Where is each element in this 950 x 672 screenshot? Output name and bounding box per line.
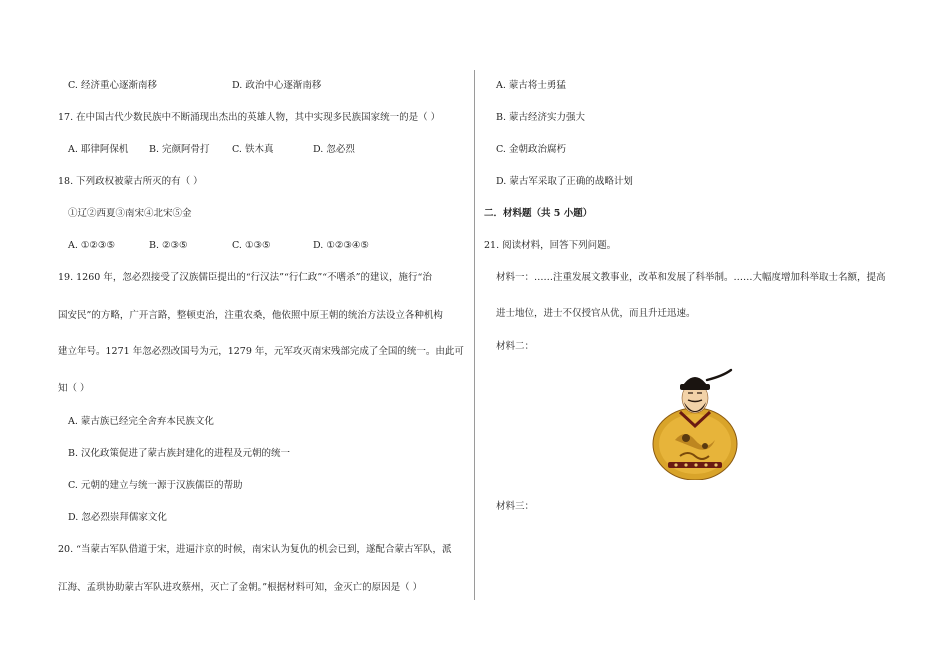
q19-option-d: D. 忽必烈崇拜儒家文化 (68, 512, 167, 523)
q20-option-a: A. 蒙古将士勇猛 (496, 80, 566, 91)
q19-line-1: 19. 1260 年，忽必烈接受了汉族儒臣提出的“行汉法”“行仁政”“不嗜杀”的建议，施行“治 (58, 272, 432, 283)
q18-option-c: C. ①③⑤ (232, 240, 271, 251)
q18-option-d: D. ①②③④⑤ (313, 240, 369, 251)
q20-option-c: C. 金朝政治腐朽 (496, 144, 566, 155)
q16-option-c: C. 经济重心逐渐南移 (68, 80, 157, 91)
material3-label: 材料三： (496, 501, 535, 512)
q17-stem: 17. 在中国古代少数民族中不断涌现出杰出的英雄人物，其中实现多民族国家统一的是（ ） (58, 112, 441, 123)
column-divider (474, 70, 475, 600)
q17-option-c: C. 铁木真 (232, 144, 274, 155)
q19-option-c: C. 元朝的建立与统一源于汉族儒臣的帮助 (68, 480, 243, 491)
q20-line-2: 江海、孟珙协助蒙古军队进攻蔡州，灭亡了金朝。”根据材料可知，金灭亡的原因是（ ） (58, 582, 423, 593)
q16-option-d: D. 政治中心逐渐南移 (232, 80, 322, 91)
material1-line-1: 材料一：……注重发展文教事业，改革和发展了科举制。……大幅度增加科举取士名额，提高 (496, 272, 886, 283)
right-column (476, 0, 950, 672)
q21-stem: 21. 阅读材料，回答下列问题。 (484, 240, 617, 251)
q18-option-b: B. ②③⑤ (149, 240, 188, 251)
material1-line-2: 进士地位，进士不仅授官从优，而且升迁迅速。 (496, 308, 696, 319)
q17-option-a: A. 耶律阿保机 (68, 144, 129, 155)
q18-stem: 18. 下列政权被蒙古所灭的有（ ） (58, 176, 203, 187)
q19-option-a: A. 蒙古族已经完全舍弃本民族文化 (68, 416, 214, 427)
q17-option-d: D. 忽必烈 (313, 144, 355, 155)
q18-list: ①辽②西夏③南宋④北宋⑤金 (68, 208, 192, 219)
material2-label: 材料二： (496, 341, 535, 352)
q17-option-b: B. 完颜阿骨打 (149, 144, 210, 155)
q18-option-a: A. ①②③⑤ (68, 240, 115, 251)
q20-line-1: 20. “当蒙古军队借道于宋，进逼汴京的时候，南宋认为复仇的机会已到，遂配合蒙古军队，派 (58, 544, 452, 555)
q19-line-4: 知（ ） (58, 383, 90, 394)
left-column (0, 0, 474, 672)
emperor-portrait-icon (650, 360, 740, 480)
q19-option-b: B. 汉化政策促进了蒙古族封建化的进程及元朝的统一 (68, 448, 291, 459)
q19-line-3: 建立年号。1271 年忽必烈改国号为元，1279 年，元军攻灭南宋残部完成了全国的统一。由此可 (58, 346, 464, 357)
section-title: 二．材料题（共 5 小题） (484, 208, 593, 219)
q20-option-d: D. 蒙古军采取了正确的战略计划 (496, 176, 633, 187)
q20-option-b: B. 蒙古经济实力强大 (496, 112, 586, 123)
q19-line-2: 国安民”的方略，广开言路，整顿吏治，注重农桑，他依照中原王朝的统治方法设立各种机构 (58, 310, 443, 321)
